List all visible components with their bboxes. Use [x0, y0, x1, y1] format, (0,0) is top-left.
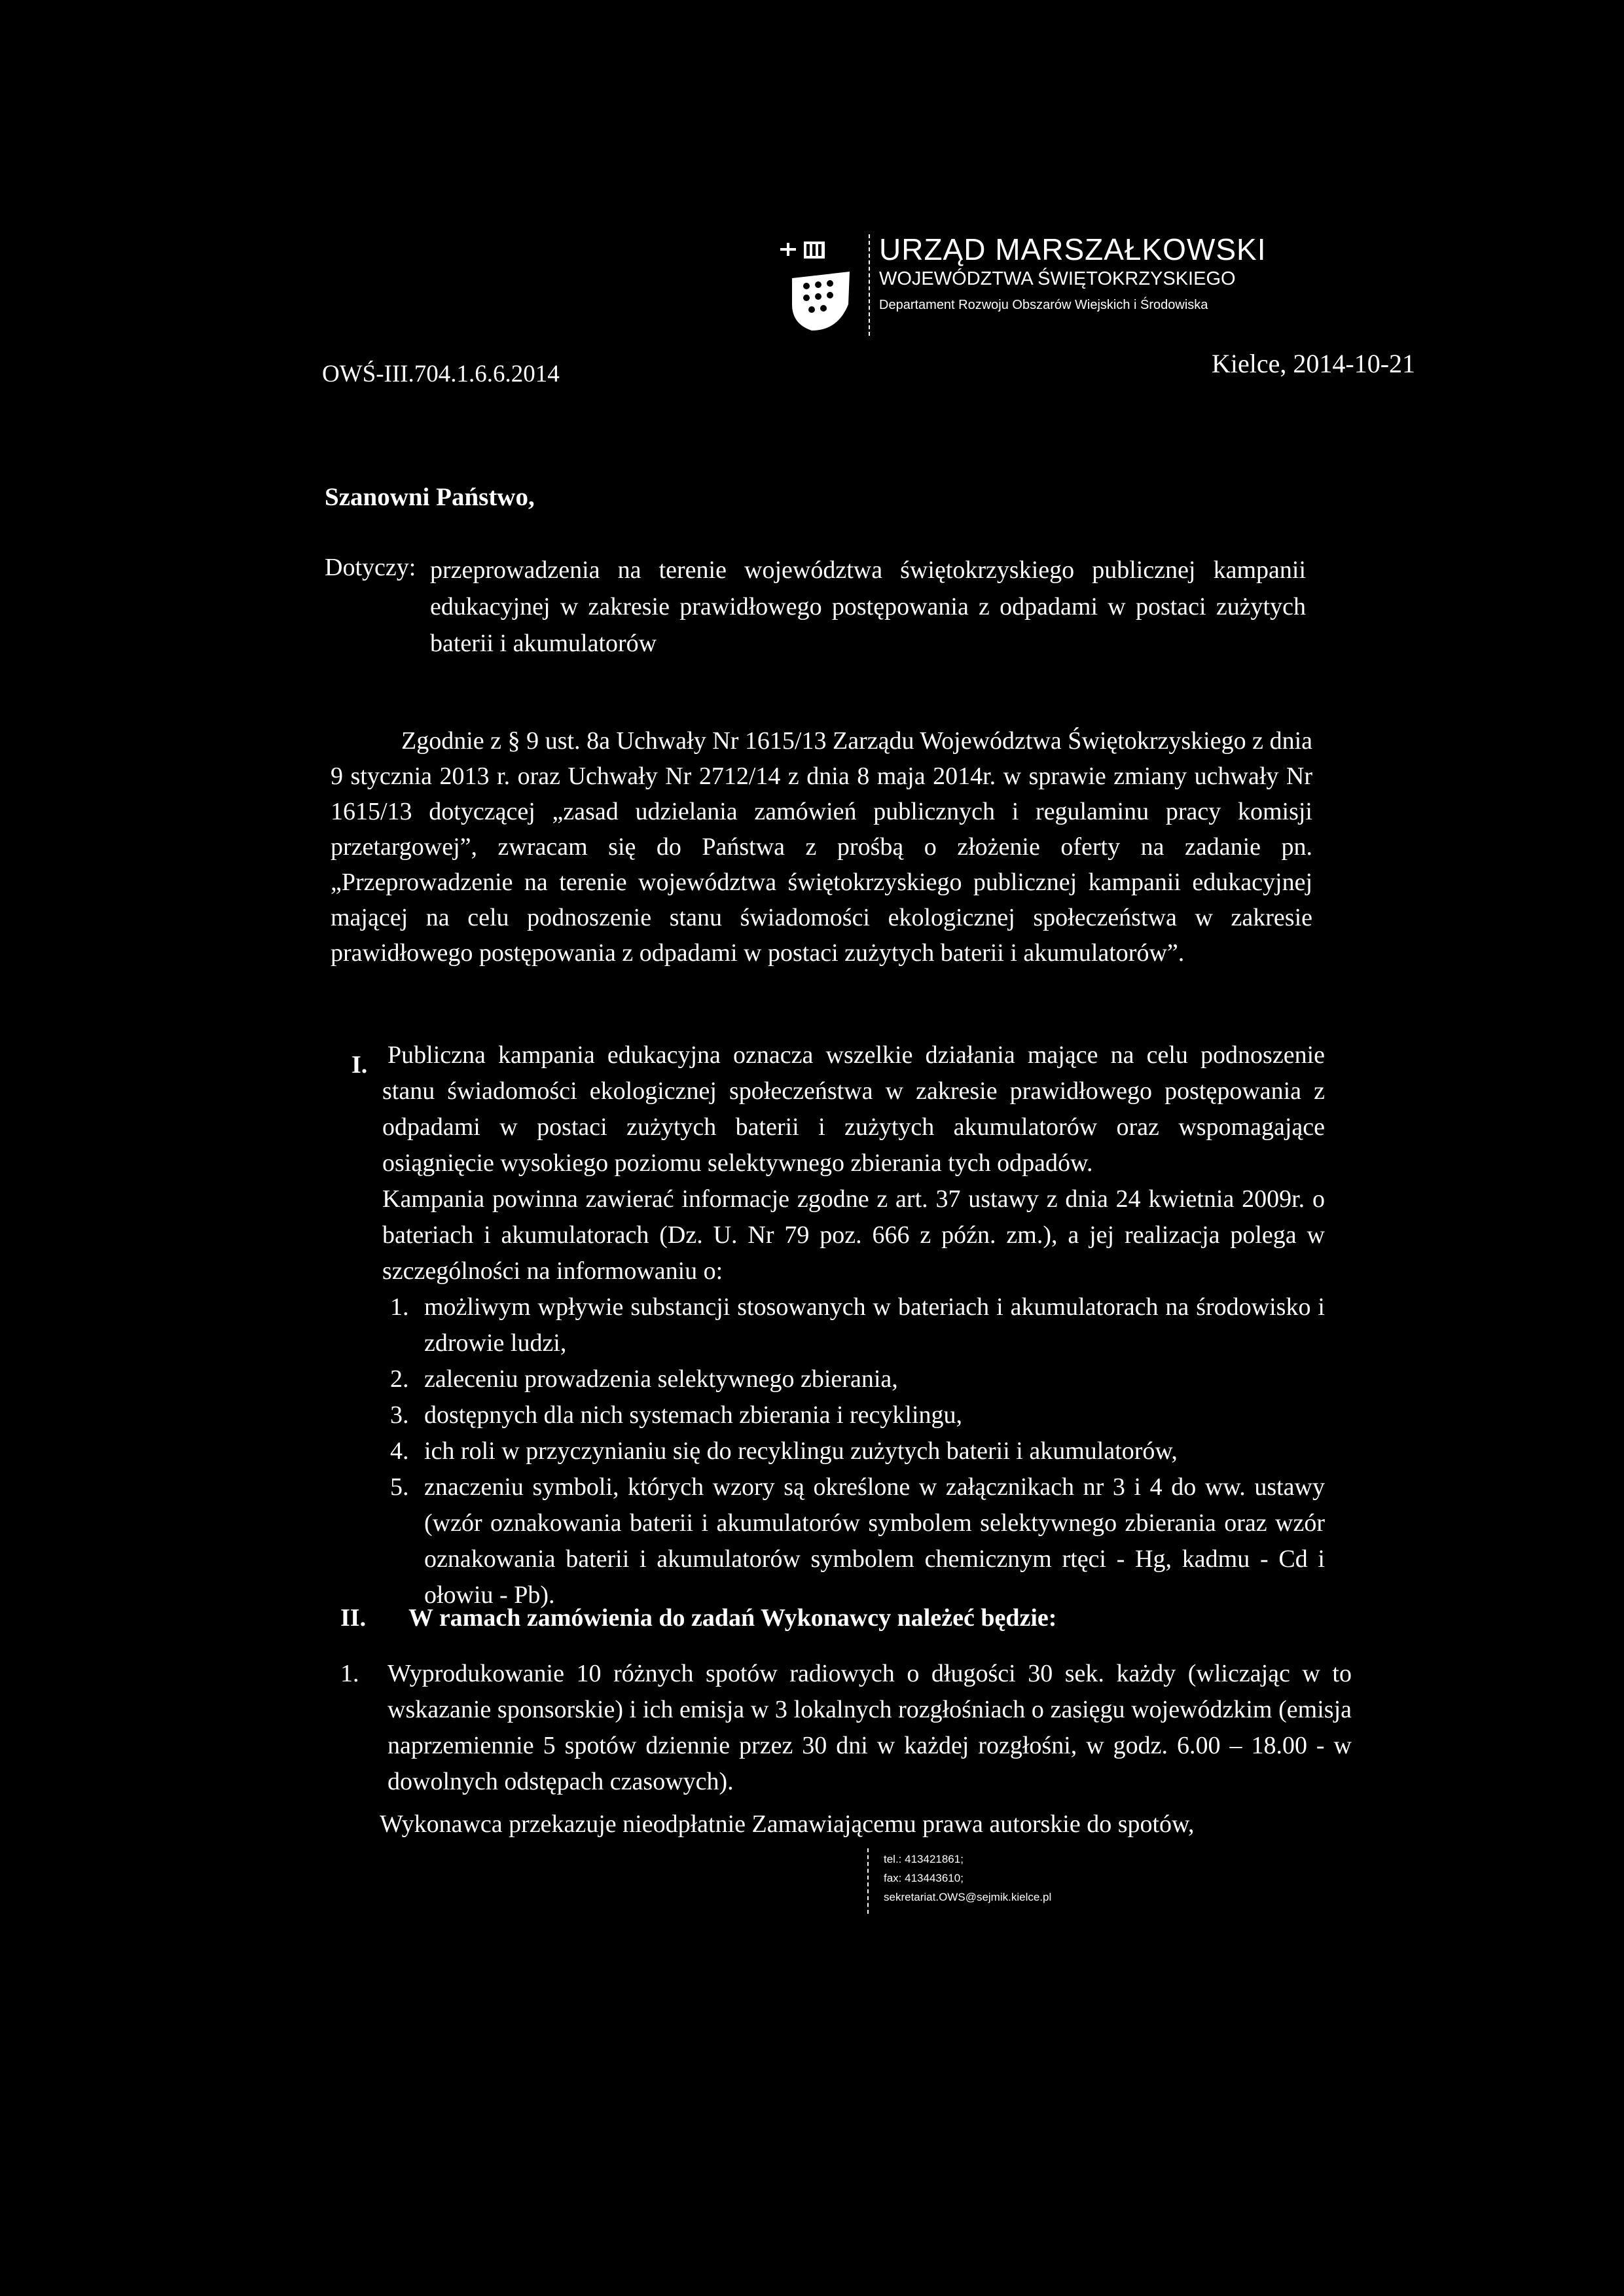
list-item-number: 2. — [390, 1365, 409, 1393]
list-item-number: 5. — [390, 1473, 409, 1501]
section-2-heading — [340, 1604, 1056, 1632]
list-item-number: 3. — [390, 1401, 409, 1429]
section-1-list — [382, 1289, 1325, 1613]
section-1 — [382, 1037, 1325, 1613]
header-divider — [869, 234, 870, 336]
section-2-title: W ramach zamówienia do zadań Wykonawcy należeć będzie: — [408, 1604, 1057, 1632]
section-1-text: Kampania powinna zawierać informacje zgodne z art. 37 ustawy z dnia 24 kwietnia 2009r. o bateriach i akumulatorach (Dz. U. Nr 79 poz. 666 z późn. zm.), a jej realizacja polega w szczególności na informowaniu o: — [382, 1185, 1325, 1285]
list-item — [382, 1469, 1325, 1613]
voivodeship-coat-of-arms-logo — [772, 232, 867, 337]
greeting: Szanowni Państwo, — [325, 483, 535, 511]
reference-number: OWŚ-III.704.1.6.6.2014 — [322, 361, 560, 387]
section-1-intro: Publiczna kampania edukacyjna oznacza wszelkie działania mające na celu podnoszenie stanu świadomości ekologicznej społeczeństwa w zakresie prawidłowego postępowania z odpadami w postaci zużytych baterii i zużytych akumulatorów oraz wspomagające osiągnięcie wysokiego poziomu selektywnego zbierania tych odpadów. — [382, 1041, 1325, 1177]
section-1-number: I. — [352, 1051, 368, 1079]
list-item-text: Wyprodukowanie 10 różnych spotów radiowych o długości 30 sek. każdy (wliczając w to wskazanie sponsorskie) i ich emisja w 3 lokalnych rozgłośniach o zasięgu wojewódzkim (emisja naprzemiennie 5 spotów dziennie przez 30 dni w każdej rozgłośni, w godz. 6.00 – 18.00 - w dowolnych odstępach czasowych). — [388, 1660, 1352, 1795]
list-item-text: zaleceniu prowadzenia selektywnego zbierania, — [424, 1365, 898, 1393]
list-item-text: możliwym wpływie substancji stosowanych w bateriach i akumulatorach na środowisko i zdrowie ludzi, — [424, 1293, 1325, 1357]
subject-label: Dotyczy: — [325, 554, 416, 581]
region-name: WOJEWÓDZTWA ŚWIĘTOKRZYSKIEGO — [879, 268, 1236, 289]
list-item — [340, 1656, 1352, 1800]
place-and-date: Kielce, 2014-10-21 — [1212, 349, 1416, 378]
list-item — [382, 1433, 1325, 1469]
list-item — [382, 1397, 1325, 1433]
list-item-number: 1. — [390, 1293, 409, 1321]
list-item-text: dostępnych dla nich systemach zbierania i recyklingu, — [424, 1401, 963, 1429]
footer-phone: tel.: 413421861; — [884, 1853, 964, 1865]
body-paragraph: Zgodnie z § 9 ust. 8a Uchwały Nr 1615/13 Zarządu Województwa Świętokrzyskiego z dnia 9 stycznia 2013 r. oraz Uchwały Nr 2712/14 z dnia 8 maja 2014r. w sprawie zmiany uchwały Nr 1615/13 dotyczącej „zasad udzielania zamówień publicznych i regulaminu pracy komisji przetargowej”, zwracam się do Państwa z prośbą o złożenie oferty na zadanie pn. „Przeprowadzenie na terenie województwa świętokrzyskiego publicznej kampanii edukacyjnej mającej na celu podnoszenie stanu świadomości ekologicznej społeczeństwa w zakresie prawidłowego postępowania z odpadami w postaci zużytych baterii i akumulatorów”. — [331, 727, 1312, 967]
footer-fax: fax: 413443610; — [884, 1872, 964, 1884]
section-2-number: II. — [340, 1604, 367, 1632]
list-item — [382, 1361, 1325, 1397]
subject-text: przeprowadzenia na terenie województwa świętokrzyskiego publicznej kampanii edukacyjnej w zakresie prawidłowego postępowania z odpadami w postaci zużytych baterii i akumulatorów — [430, 556, 1306, 657]
footer-email[interactable]: sekretariat.OWS@sejmik.kielce.pl — [884, 1891, 1052, 1903]
list-item-number: 4. — [390, 1437, 409, 1465]
footer-contact — [884, 1850, 1051, 1907]
list-item — [382, 1289, 1325, 1361]
office-name: URZĄD MARSZAŁKOWSKI — [879, 232, 1267, 266]
section-2 — [340, 1656, 1352, 1842]
department-name: Departament Rozwoju Obszarów Wiejskich i Środowiska — [879, 298, 1208, 312]
list-item-number: 1. — [340, 1660, 359, 1687]
list-item-text: znaczeniu symboli, których wzory są określone w załącznikach nr 3 i 4 do ww. ustawy (wzór oznakowania baterii i akumulatorów symbolem selektywnego zbierania oraz wzór oznakowania baterii i akumulatorów symbolem chemicznym rtęci - Hg, kadmu - Cd i ołowiu - Pb). — [424, 1473, 1325, 1609]
footer-divider — [867, 1848, 869, 1914]
list-item-text: ich roli w przyczynianiu się do recyklingu zużytych baterii i akumulatorów, — [424, 1437, 1178, 1465]
section-2-note: Wykonawca przekazuje nieodpłatnie Zamawiającemu prawa autorskie do spotów, — [380, 1810, 1195, 1838]
